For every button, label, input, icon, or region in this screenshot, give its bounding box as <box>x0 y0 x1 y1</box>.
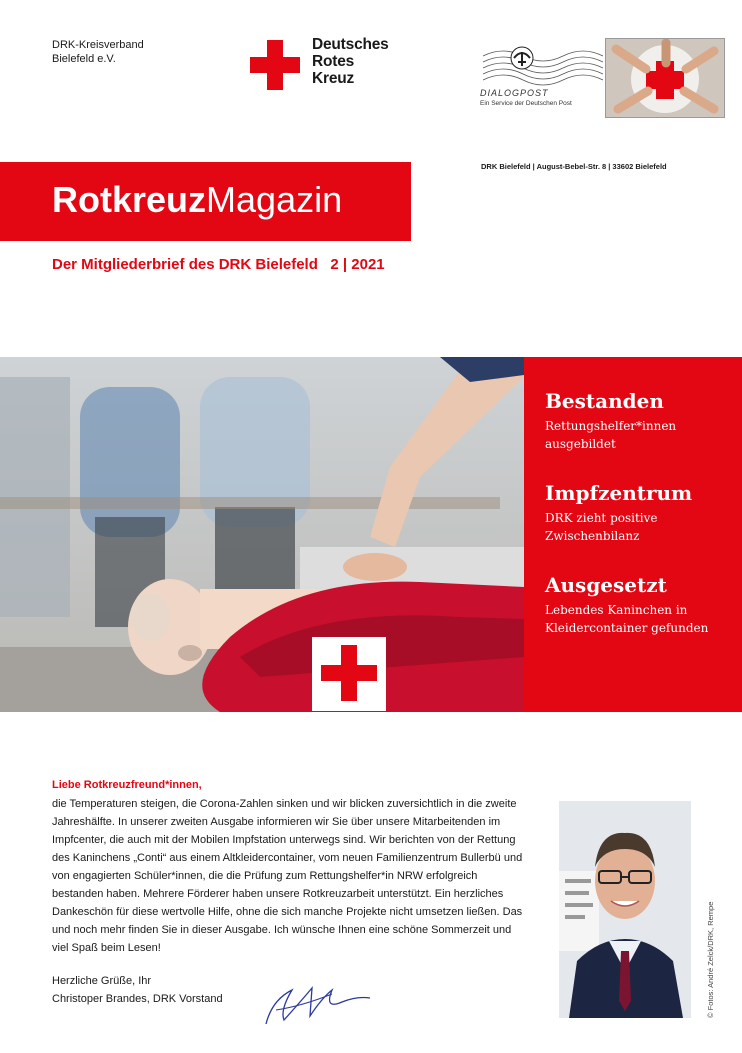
sender-block <box>52 38 144 66</box>
teaser-text: Rettungshelfer*innen ausgebildet <box>545 419 677 451</box>
logo-line-1: Deutsches <box>312 36 389 53</box>
sender-address-line: DRK Bielefeld | August-Bebel-Str. 8 | 33602 Bielefeld <box>481 162 667 171</box>
closing-line-2: Christoper Brandes, DRK Vorstand <box>52 993 223 1005</box>
logo-text <box>312 36 389 87</box>
logo-line-3: Kreuz <box>312 70 355 87</box>
sender-line-1: DRK-Kreisverband <box>52 39 144 51</box>
teaser-text: Lebendes Kaninchen in Kleidercontainer gefunden <box>545 603 709 635</box>
red-cross-icon <box>250 40 300 90</box>
title-bold: Rotkreuz <box>52 179 207 220</box>
letter-closing <box>52 972 223 1008</box>
letter-body: die Temperaturen steigen, die Corona-Zahlen sinken und wir blicken zuversichtlich in die zweite Jahreshälfte. In unserer zweiten Ausgabe informieren wir Sie über unsere Mitarbeitenden im Impfcenter, die auch mit der Mobilen Impfstation unterwegs sind. Wir berichten von der Rettung des Kaninchens „Conti“ aus einem Altkleidercontainer, vom neuen Familienzentrum Bullerbü und von engagierten Schüler*innen, die die Prüfung zum Rettungshelfer*in NRW erfolgreich bestanden haben. Mehrere Förderer haben unsere Rotkreuzarbeit unterstützt. Ein herzliches Dankeschön für diese wertvolle Hilfe, ohne die sich manche Projekte nicht umsetzen ließen. Das und noch mehr finden Sie in dieser Ausgabe. Ich wünsche Ihnen eine schöne Sommerzeit und viel Spaß beim Lesen! <box>52 798 523 954</box>
postage-stamp <box>478 38 724 118</box>
stamp-sub: Ein Service der Deutschen Post <box>480 100 572 107</box>
logo-line-2: Rotes <box>312 53 355 70</box>
stamp-photo <box>605 38 725 118</box>
teaser-headline: Ausgesetzt <box>545 573 667 597</box>
drk-logo <box>250 36 420 92</box>
teaser-headline: Bestanden <box>545 389 664 413</box>
letter-greeting: Liebe Rotkreuzfreund*innen, <box>52 779 202 791</box>
portrait-image <box>559 801 691 1018</box>
teaser-headline: Impfzentrum <box>545 481 693 505</box>
teaser-panel <box>524 357 742 712</box>
teaser-item <box>545 573 735 637</box>
sender-line-2: Bielefeld e.V. <box>52 53 116 65</box>
title-light: Magazin <box>206 179 343 220</box>
hands-cross-image <box>606 39 724 117</box>
teaser-item <box>545 481 705 545</box>
hero-cpr-photo <box>0 357 524 712</box>
magazine-title <box>52 178 342 222</box>
signature-image <box>262 980 372 1028</box>
teaser-item <box>545 389 725 453</box>
teaser-text: DRK zieht positive Zwischenbilanz <box>545 511 658 543</box>
photo-credit: © Fotos: André Zelck/DRK, Rempe <box>706 901 715 1018</box>
cpr-training-image <box>0 357 524 712</box>
magazine-subtitle: Der Mitgliederbrief des DRK Bielefeld 2 | 2021 <box>52 256 385 273</box>
author-portrait <box>559 801 691 1018</box>
stamp-label: DIALOGPOST <box>480 88 549 98</box>
closing-line-1: Herzliche Grüße, Ihr <box>52 975 152 987</box>
